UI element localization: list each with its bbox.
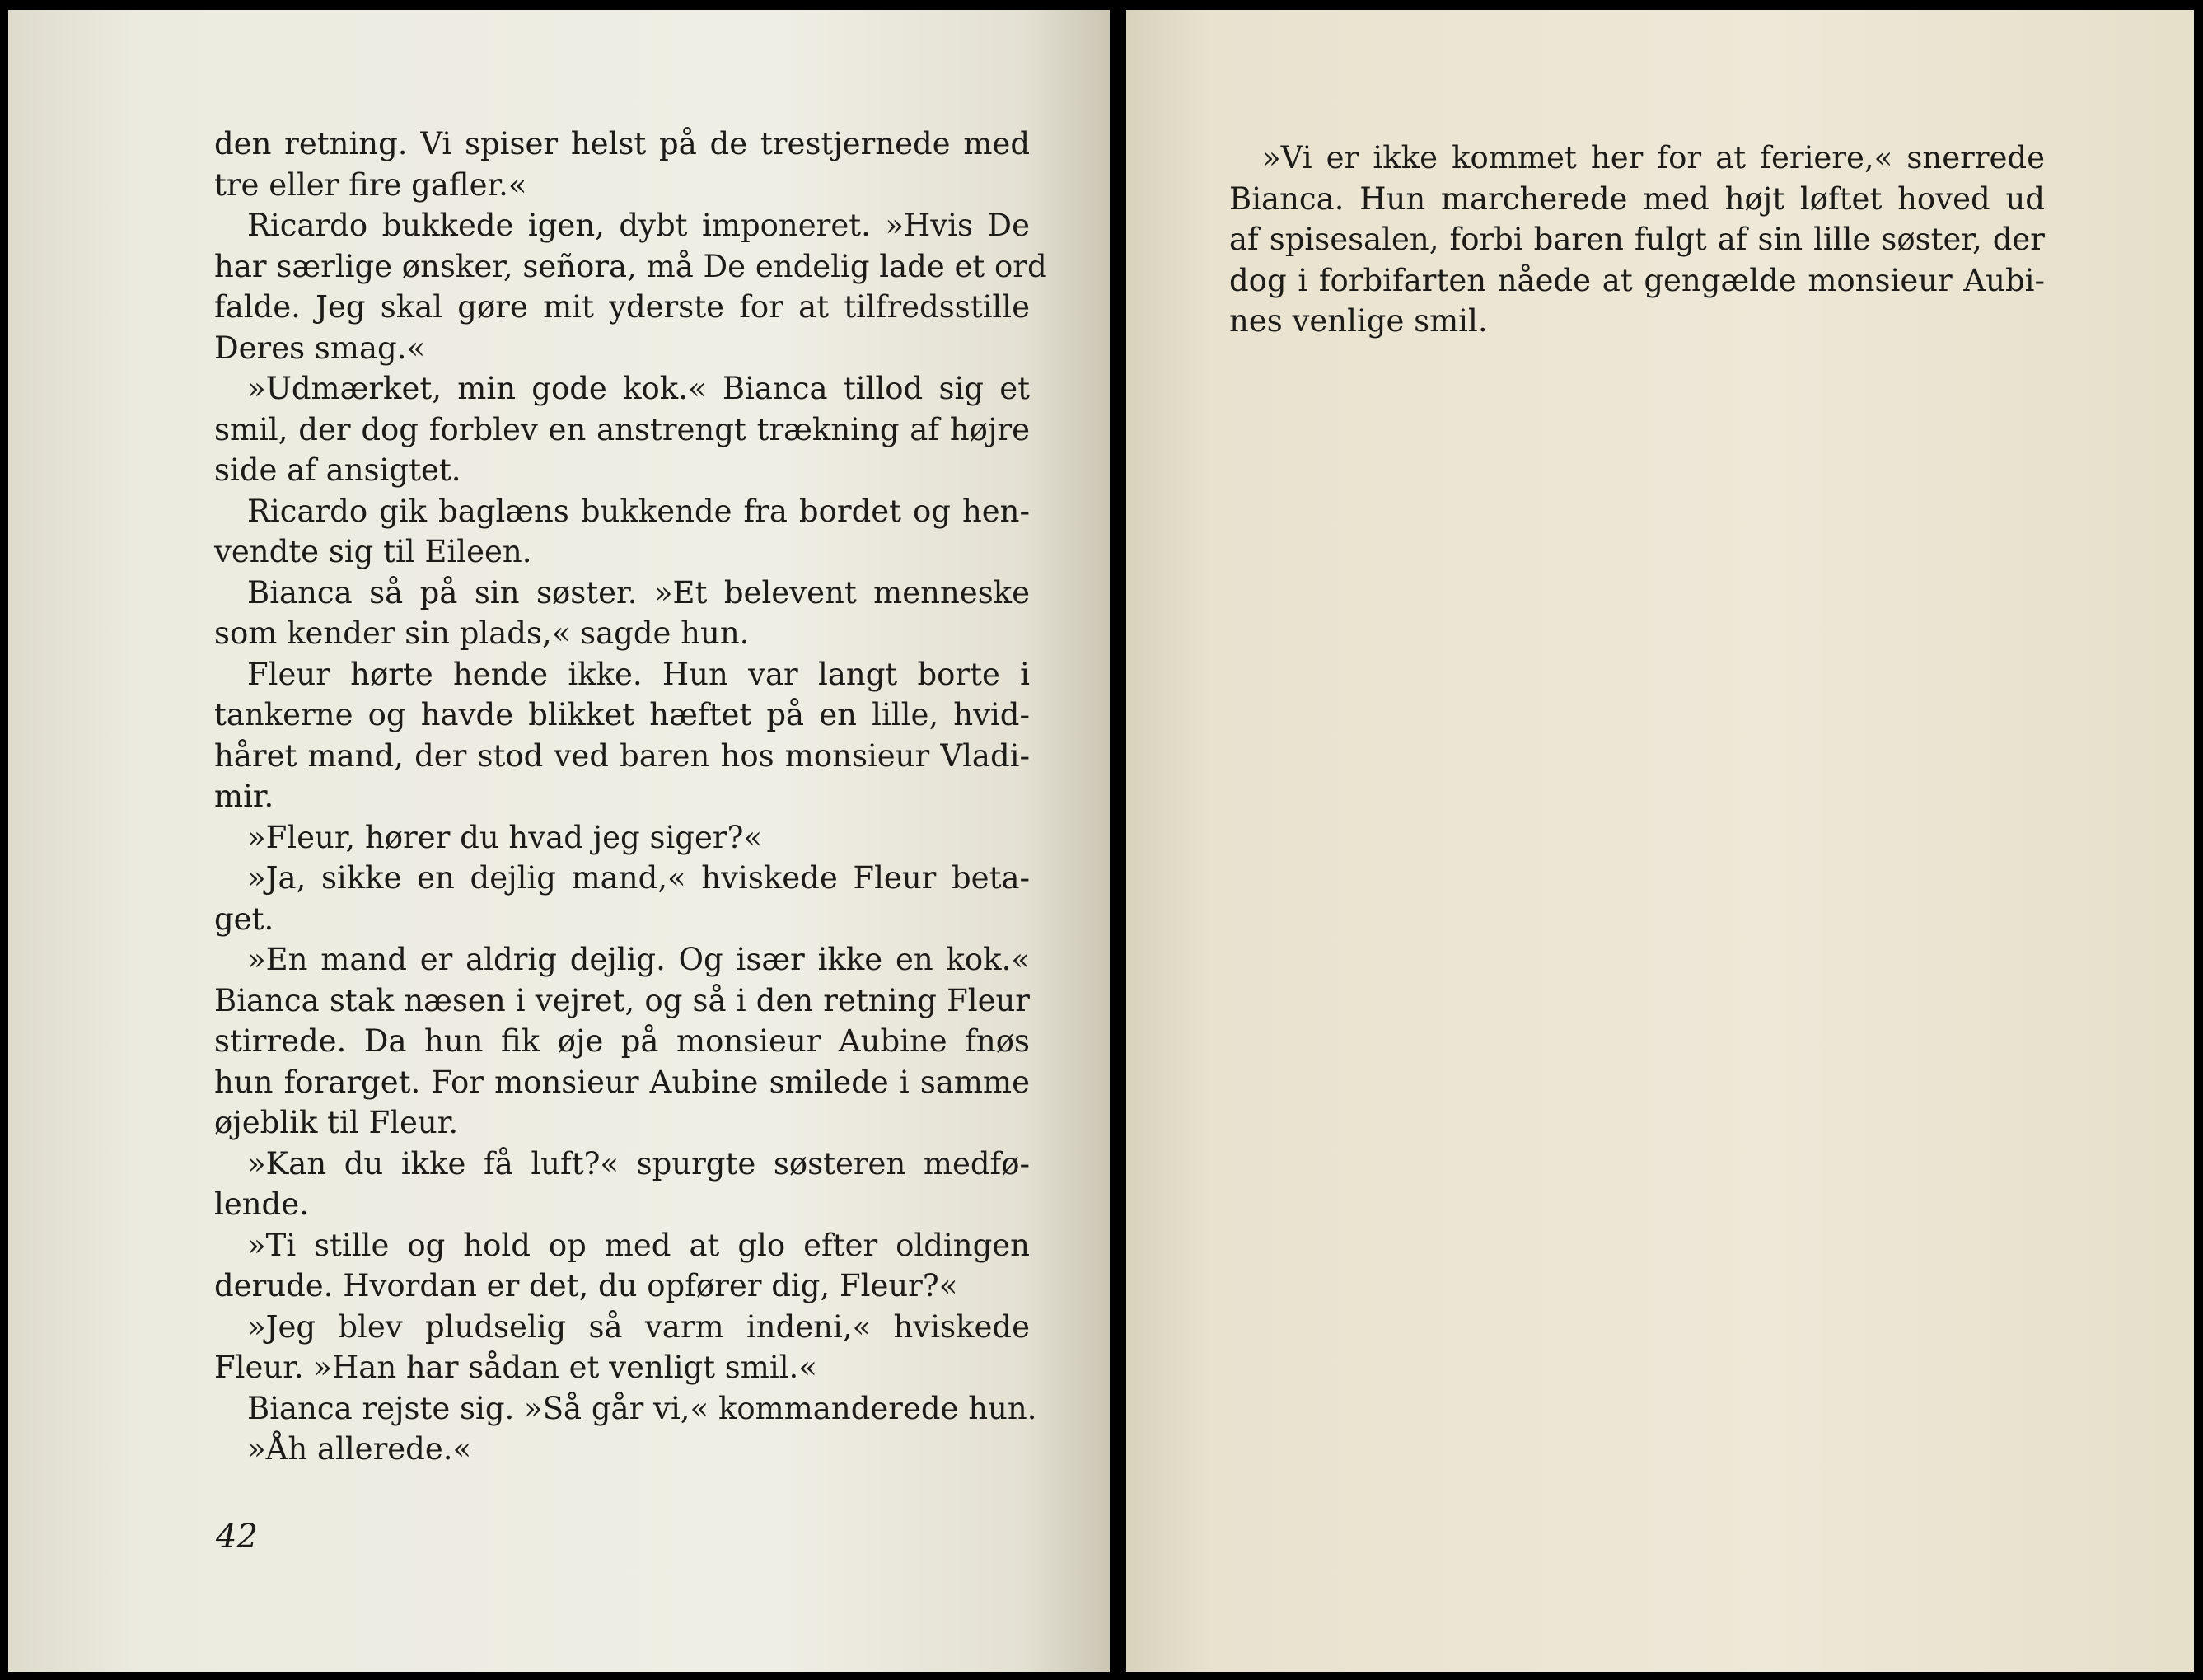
page-number: 42 <box>216 1518 258 1556</box>
text-line: »Ja, sikke en dejlig mand,« hviskede Fleur beta- <box>247 860 1030 896</box>
text-line: af spisesalen, forbi baren fulgt af sin lille søster, der <box>1229 222 2045 257</box>
left-page <box>8 10 1110 1672</box>
text-line: falde. Jeg skal gøre mit yderste for at tilfredsstille <box>214 289 1030 325</box>
text-line: vendte sig til Eileen. <box>214 534 532 569</box>
text-line: den retning. Vi spiser helst på de trestjernede med <box>214 126 1030 161</box>
text-line: håret mand, der stod ved baren hos monsieur Vladi- <box>214 737 1030 774</box>
text-line: »Kan du ikke få luft?« spurgte søsteren medfø- <box>247 1145 1030 1182</box>
text-line: Ricardo bukkede igen, dybt imponeret. »Hvis De <box>247 208 1030 243</box>
text-line: »Åh allerede.« <box>247 1431 472 1467</box>
text-line: Ricardo gik baglæns bukkende fra bordet og hen- <box>247 493 1030 529</box>
text-line: Deres smag.« <box>214 330 426 366</box>
right-page <box>1126 10 2194 1672</box>
text-line: Bianca. Hun marcherede med højt løftet hoved ud <box>1229 180 2045 217</box>
text-line: Bianca rejste sig. »Så går vi,« kommanderede hun. <box>247 1390 1037 1426</box>
text-line: mir. <box>214 779 274 814</box>
text-line: »Jeg blev pludselig så varm indeni,« hviskede <box>247 1308 1030 1345</box>
text-line: »Udmærket, min gode kok.« Bianca tillod sig et <box>247 371 1030 406</box>
text-line: Bianca stak næsen i vejret, og så i den retning Fleur <box>214 982 1030 1018</box>
text-line: »En mand er aldrig dejlig. Og især ikke en kok.« <box>247 942 1030 977</box>
text-line: side af ansigtet. <box>214 452 461 488</box>
text-line: nes venlige smil. <box>1229 303 1488 339</box>
right-page-text <box>1229 138 2045 342</box>
text-line: tankerne og havde blikket hæftet på en lille, hvid- <box>214 697 1030 732</box>
text-line: Fleur hørte hende ikke. Hun var langt borte i <box>247 656 1030 692</box>
text-line: smil, der dog forblev en anstrengt trækning af højre <box>214 411 1030 447</box>
text-line: »Fleur, hører du hvad jeg siger?« <box>247 819 763 855</box>
text-line: Bianca så på sin søster. »Et belevent menneske <box>247 574 1030 611</box>
text-line: øjeblik til Fleur. <box>214 1105 459 1140</box>
text-line: tre eller fire gafler.« <box>214 166 527 203</box>
text-line: hun forarget. For monsieur Aubine smilede i samme <box>214 1064 1030 1100</box>
text-line: stirrede. Da hun fik øje på monsieur Aubine fnøs <box>214 1023 1030 1059</box>
text-line: »Vi er ikke kommet her for at feriere,« snerrede <box>1262 140 2045 175</box>
text-line: lende. <box>214 1186 309 1222</box>
text-line: »Ti stille og hold op med at glo efter oldingen <box>247 1227 1030 1263</box>
text-line: dog i forbifarten nåede at gengælde monsieur Aubi- <box>1229 262 2045 298</box>
text-line: get. <box>214 901 274 937</box>
left-page-text <box>214 124 1047 1470</box>
text-line: har særlige ønsker, señora, må De endelig lade et ord <box>214 248 1047 284</box>
text-line: Fleur. »Han har sådan et venligt smil.« <box>214 1350 817 1385</box>
text-line: derude. Hvordan er det, du opfører dig, Fleur?« <box>214 1268 958 1303</box>
text-line: som kender sin plads,« sagde hun. <box>214 615 750 651</box>
